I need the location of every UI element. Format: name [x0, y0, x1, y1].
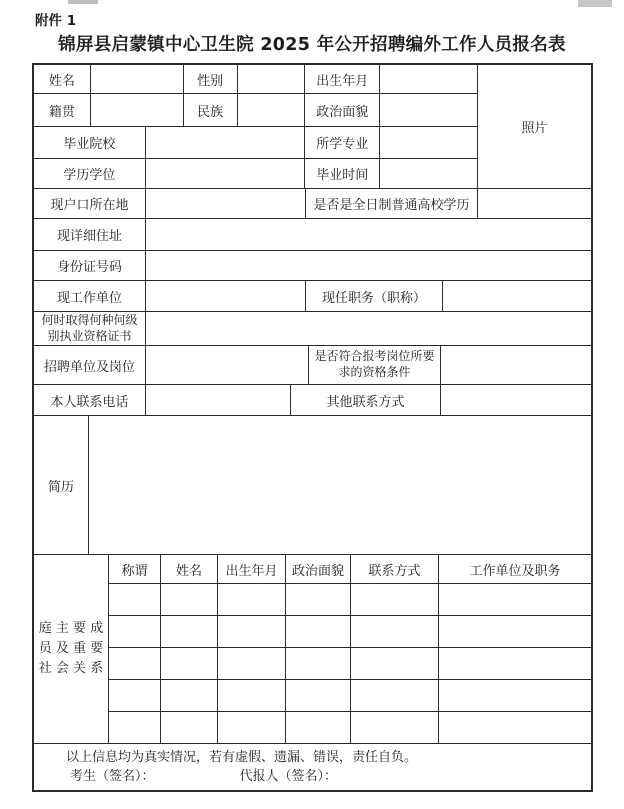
- certificate-label-line1: 何时取得何种何级: [41, 312, 138, 327]
- certificate-label-line2: 别执业资格证书: [47, 328, 132, 343]
- birth-date-label: 出生年月: [305, 65, 380, 93]
- family-empty-row: [109, 616, 591, 648]
- resume-row: [34, 416, 591, 555]
- detailed-address-label: 现详细住址: [34, 219, 146, 250]
- scan-artifact: [68, 0, 98, 4]
- family-cell: [439, 680, 591, 711]
- ethnicity-label: 民族: [184, 94, 238, 126]
- education-degree-label: 学历学位: [34, 159, 146, 188]
- family-cell: [439, 616, 591, 647]
- other-contact-label: 其他联系方式: [291, 385, 441, 415]
- name-label: 姓名: [34, 65, 91, 93]
- family-section-label: [34, 555, 109, 743]
- qualification-label: [309, 346, 441, 384]
- address-row: [34, 219, 591, 251]
- name-value-cell: [91, 65, 184, 93]
- education-degree-value-cell: [146, 159, 306, 188]
- detailed-address-value-cell: [146, 219, 591, 250]
- graduation-time-label: 毕业时间: [305, 159, 380, 188]
- native-place-label: 籍贯: [34, 94, 91, 126]
- household-location-label: 现户口所在地: [34, 189, 146, 218]
- work-unit-row: [34, 281, 591, 312]
- id-number-row: [34, 251, 591, 281]
- family-cell: [351, 616, 439, 647]
- family-cell: [109, 680, 161, 711]
- current-position-value-cell: [443, 281, 591, 311]
- political-status-value-cell: [380, 94, 477, 126]
- birth-date-value-cell: [380, 65, 477, 93]
- family-cell: [439, 648, 591, 679]
- family-cell: [161, 648, 218, 679]
- political-status-label: 政治面貌: [305, 94, 380, 126]
- family-header-political: 政治面貌: [286, 555, 351, 583]
- qualification-label-line2: 求的资格条件: [338, 365, 411, 379]
- family-cell: [218, 648, 286, 679]
- personal-phone-value-cell: [146, 385, 291, 415]
- qualification-value-cell: [441, 346, 591, 384]
- gender-label: 性别: [184, 65, 238, 93]
- top-block-row: [34, 65, 591, 189]
- family-label-line3: 社 会 关 系: [38, 661, 104, 677]
- household-location-value-cell: [146, 189, 306, 218]
- family-empty-row: [109, 680, 591, 712]
- other-contact-value-cell: [441, 385, 591, 415]
- certificate-row: [34, 312, 591, 346]
- photo-cell: [478, 65, 591, 188]
- family-header-birth: 出生年月: [218, 555, 286, 583]
- family-header-workunit: 工作单位及职务: [469, 563, 561, 579]
- recruit-unit-post-value-cell: [146, 346, 309, 384]
- family-cell: [286, 616, 351, 647]
- major-label: 所学专业: [305, 127, 380, 158]
- family-cell: [351, 584, 439, 615]
- family-cell: [286, 712, 351, 743]
- current-position-label: 现任职务（职称）: [306, 281, 443, 311]
- family-header-relation: 称谓: [109, 555, 161, 583]
- family-cell: [351, 648, 439, 679]
- family-cell: [161, 712, 218, 743]
- family-header-contact: 联系方式: [351, 555, 439, 583]
- native-place-value-cell: [91, 94, 184, 126]
- work-unit-value-cell: [146, 281, 306, 311]
- family-table: [109, 555, 591, 743]
- graduate-school-label: 毕业院校: [34, 127, 146, 158]
- family-cell: [439, 584, 591, 615]
- family-section-row: [34, 555, 591, 744]
- candidate-signature-label: 考生（签名）：: [70, 769, 155, 784]
- recruit-post-row: [34, 346, 591, 385]
- major-value-cell: [380, 127, 477, 158]
- qualification-label-line1: 是否符合报考岗位所要: [314, 349, 435, 364]
- declaration-row: [34, 744, 591, 790]
- family-header-row: [109, 555, 591, 584]
- family-cell: [161, 616, 218, 647]
- form-title: 锦屏县启蒙镇中心卫生院 2025 年公开招聘编外工作人员报名表: [58, 35, 566, 55]
- graduation-time-value-cell: [380, 159, 477, 188]
- fulltime-question-label: 是否是全日制普通高校学历: [306, 189, 478, 218]
- resume-label: 简历: [34, 416, 89, 554]
- family-cell: [218, 712, 286, 743]
- scan-artifact: [578, 0, 612, 7]
- family-cell: [439, 712, 591, 743]
- family-cell: [109, 648, 161, 679]
- family-empty-row: [109, 648, 591, 680]
- id-number-label: 身份证号码: [34, 251, 146, 280]
- family-cell: [351, 712, 439, 743]
- gender-value-cell: [238, 65, 306, 93]
- certificate-label: [34, 312, 146, 345]
- id-number-value-cell: [146, 251, 591, 280]
- graduate-school-value-cell: [146, 127, 306, 158]
- family-cell: [218, 616, 286, 647]
- family-cell: [218, 584, 286, 615]
- family-empty-row: [109, 712, 591, 743]
- family-header-name: 姓名: [161, 555, 218, 583]
- family-cell: [351, 680, 439, 711]
- top-left-grid: [34, 65, 478, 188]
- signature-line: [70, 767, 337, 787]
- photo-label: 照片: [521, 121, 548, 136]
- recruit-unit-post-label: 招聘单位及岗位: [34, 346, 146, 384]
- household-row: [34, 189, 591, 219]
- certificate-value-cell: [146, 312, 591, 345]
- agent-signature-label: 代报人（签名）：: [239, 769, 338, 784]
- fulltime-question-value-cell: [478, 189, 591, 218]
- family-cell: [109, 616, 161, 647]
- family-cell: [161, 680, 218, 711]
- family-cell: [109, 712, 161, 743]
- family-label-line1: 庭 主 要 成: [38, 620, 104, 636]
- family-cell: [286, 680, 351, 711]
- family-empty-row: [109, 584, 591, 616]
- family-cell: [109, 584, 161, 615]
- attachment-label: 附件 1: [35, 13, 77, 29]
- declaration-statement: 以上信息均为真实情况，若有虚假、遗漏、错误，责任自负。: [66, 749, 418, 765]
- family-cell: [218, 680, 286, 711]
- personal-phone-label: 本人联系电话: [34, 385, 146, 415]
- resume-value-cell: [89, 416, 591, 554]
- declaration-cell: [34, 744, 591, 790]
- application-form-table: [32, 63, 593, 792]
- phone-row: [34, 385, 591, 416]
- family-cell: [286, 584, 351, 615]
- ethnicity-value-cell: [238, 94, 306, 126]
- family-cell: [286, 648, 351, 679]
- family-cell: [161, 584, 218, 615]
- work-unit-label: 现工作单位: [34, 281, 146, 311]
- family-label-line2: 员 及 重 要: [38, 640, 104, 656]
